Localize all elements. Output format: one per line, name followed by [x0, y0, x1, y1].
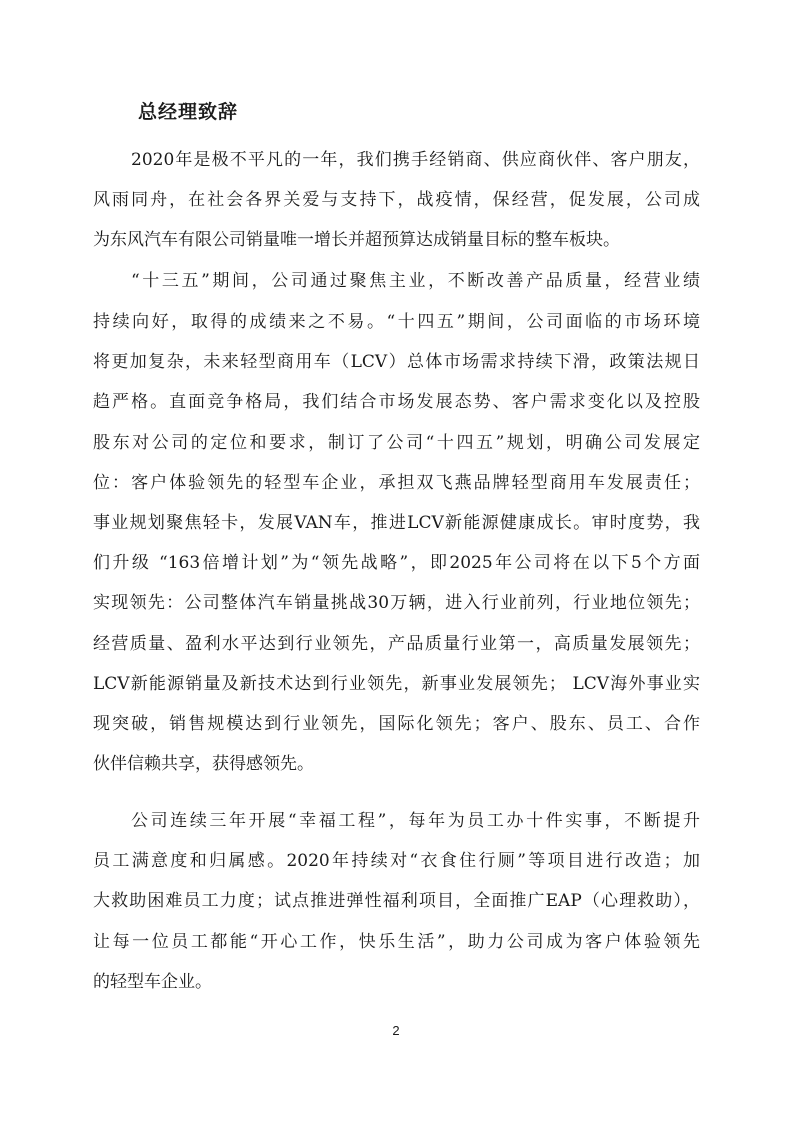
text-line: 现突破，销售规模达到行业领先，国际化领先；客户、股东、员工、合作 — [93, 714, 700, 734]
text-line: 风雨同舟，在社会各界关爱与支持下，战疫情，保经营，促发展，公司成 — [93, 190, 700, 210]
text-line: 位：客户体验领先的轻型车企业，承担双飞燕品牌轻型商用车发展责任； — [93, 473, 700, 493]
text-line: “十三五”期间，公司通过聚焦主业，不断改善产品质量，经营业绩 — [131, 271, 700, 291]
text-line: 持续向好，取得的成绩来之不易。“十四五”期间，公司面临的市场环境 — [93, 312, 700, 332]
page-title: 总经理致辞 — [138, 101, 239, 123]
text-line: 伙伴信赖共享，获得感领先。 — [93, 754, 314, 774]
page-number: 2 — [392, 1023, 400, 1038]
text-line: 经营质量、盈利水平达到行业领先，产品质量行业第一，高质量发展领先； — [93, 634, 700, 654]
text-line: 为东风汽车有限公司销量唯一增长并超预算达成销量目标的整车板块。 — [93, 230, 620, 250]
text-line: 大救助困难员工力度；试点推进弹性福利项目，全面推广EAP（心理救助）， — [93, 891, 700, 911]
text-line: 趋严格。直面竞争格局，我们结合市场发展态势、客户需求变化以及控股 — [93, 392, 700, 412]
text-line: 将更加复杂，未来轻型商用车（LCV）总体市场需求持续下滑，政策法规日 — [93, 352, 700, 372]
text-line: 的轻型车企业。 — [93, 972, 212, 992]
text-line: 事业规划聚焦轻卡，发展VAN车，推进LCV新能源健康成长。审时度势，我 — [93, 513, 700, 533]
text-line: 员工满意度和归属感。2020年持续对“衣食住行厕”等项目进行改造；加 — [93, 851, 700, 871]
text-line: 实现领先：公司整体汽车销量挑战30万辆，进入行业前列，行业地位领先； — [93, 593, 700, 613]
text-line: 2020年是极不平凡的一年，我们携手经销商、供应商伙伴、客户朋友， — [131, 150, 700, 170]
text-line: 公司连续三年开展“幸福工程”，每年为员工办十件实事，不断提升 — [131, 811, 700, 831]
text-line: 让每一位员工都能“开心工作，快乐生活”，助力公司成为客户体验领先 — [93, 932, 700, 952]
text-line: 股东对公司的定位和要求，制订了公司“十四五”规划，明确公司发展定 — [93, 433, 700, 453]
text-line: LCV新能源销量及新技术达到行业领先，新事业发展领先； LCV海外事业实 — [93, 674, 700, 694]
text-line: 们升级 “163倍增计划”为“领先战略”，即2025年公司将在以下5个方面 — [93, 553, 700, 573]
